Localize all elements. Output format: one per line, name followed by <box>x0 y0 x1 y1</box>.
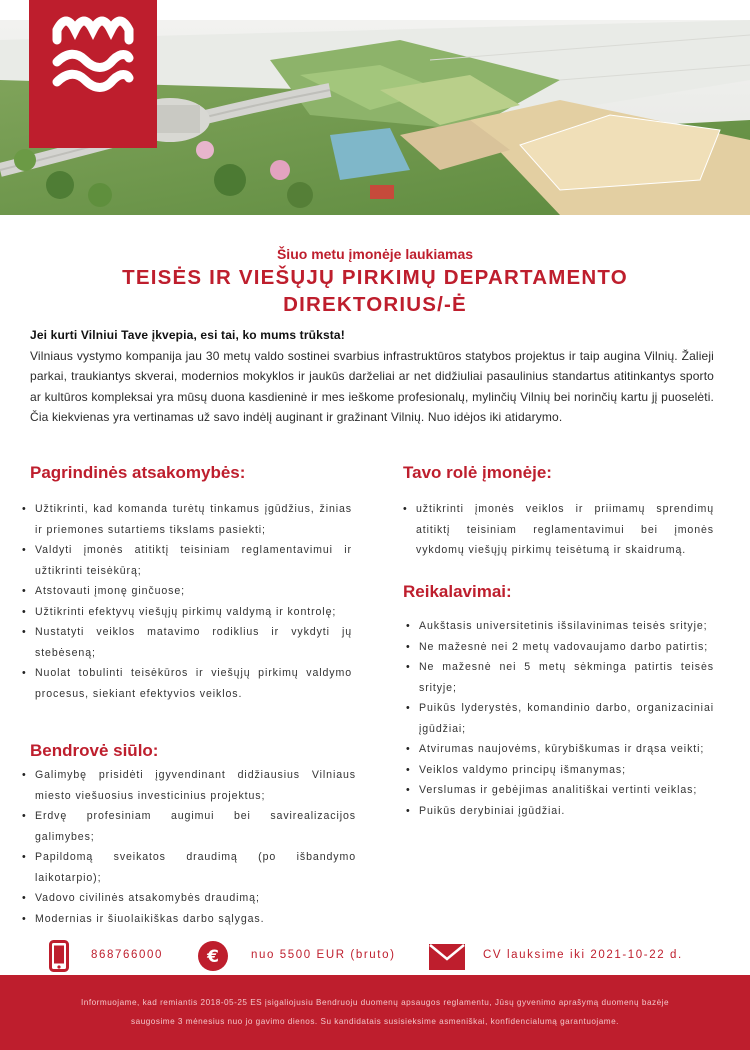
footer-line-1: Informuojame, kad remiantis 2018-05-25 ES įsigaliojusiu Bendruoju duomenų apsaugos reglamentu, Jūsų gyvenimo aprašymą duomenų bazėje <box>80 998 670 1007</box>
role-item: • užtikrinti įmonės veiklos ir priimamų sprendimų atitiktį teisiniam reglamentavimui bei įmonės vykdomų viešųjų pirkimų teisėtumą ir skaidrumą. <box>403 499 714 561</box>
responsibilities-heading: Pagrindinės atsakomybės: <box>30 463 246 482</box>
waves-logo-icon <box>29 0 157 148</box>
offer-item: • Erdvę profesiniam augimui bei savirealizacijos galimybes; <box>22 806 356 847</box>
envelope-icon <box>429 944 465 975</box>
responsibilities-list <box>22 499 352 704</box>
role-heading: Tavo rolė įmonėje: <box>403 463 552 482</box>
intro-lead: Jei kurti Vilniui Tave įkvepia, esi tai, ko mums trūksta! <box>30 328 345 342</box>
page-title <box>40 264 710 318</box>
offer-item: • Galimybę prisidėti įgyvendinant didžiausius Vilniaus miesto viešuosius investicinius projektus; <box>22 765 356 806</box>
phone-icon <box>49 940 69 977</box>
requirement-item: • Puikūs derybiniai įgūdžiai. <box>406 801 714 822</box>
intro-text <box>30 325 714 428</box>
responsibility-item: • Užtikrinti, kad komanda turėtų tinkamus įgūdžius, žinias ir priemones sutartiems tikslams pasiekti; <box>22 499 352 540</box>
offer-item: • Vadovo civilinės atsakomybės draudimą; <box>22 888 356 909</box>
salary-text: nuo 5500 EUR (bruto) <box>251 949 396 961</box>
responsibility-item: • Nustatyti veiklos matavimo rodiklius ir vykdyti jų stebėseną; <box>22 622 352 663</box>
page-subtitle: Šiuo metu įmonėje laukiamas <box>276 246 474 262</box>
phone-number: 868766000 <box>91 949 163 961</box>
requirements-heading: Reikalavimai: <box>403 582 512 601</box>
page-title-line-2: DIREKTORIUS/-Ė <box>283 293 467 316</box>
requirement-item: • Ne mažesnė nei 5 metų sėkminga patirtis teisės srityje; <box>406 657 714 698</box>
offer-item: • Papildomą sveikatos draudimą (po išbandymo laikotarpio); <box>22 847 356 888</box>
offers-list <box>22 765 356 929</box>
company-logo <box>29 0 157 148</box>
svg-text:€: € <box>207 947 219 967</box>
contact-bar <box>0 940 750 974</box>
requirements-list <box>406 616 714 821</box>
requirement-item: • Atvirumas naujovėms, kūrybiškumas ir drąsa veikti; <box>406 739 714 760</box>
requirement-item: • Ne mažesnė nei 2 metų vadovaujamo darbo patirtis; <box>406 637 714 658</box>
offer-item: • Modernias ir šiuolaikiškas darbo sąlygas. <box>22 909 356 930</box>
requirement-item: • Veiklos valdymo principų išmanymas; <box>406 760 714 781</box>
requirement-item: • Puikūs lyderystės, komandinio darbo, organizaciniai įgūdžiai; <box>406 698 714 739</box>
role-list <box>403 499 714 561</box>
footer-line-2: saugosime 3 mėnesius nuo jo gavimo dienos. Su kandidatais susisieksime asmeniškai, konfidencialumą garantuojame. <box>131 1017 619 1026</box>
requirement-item: • Aukštasis universitetinis išsilavinimas teisės srityje; <box>406 616 714 637</box>
responsibility-item: • Nuolat tobulinti teisėkūros ir viešųjų pirkimų valdymo procesus, siekiant efektyvios veiklos. <box>22 663 352 704</box>
deadline-text: CV lauksime iki 2021-10-22 d. <box>483 949 683 961</box>
page-title-line-1: TEISĖS IR VIEŠŲJŲ PIRKIMŲ DEPARTAMENTO <box>122 266 628 289</box>
responsibility-item: • Užtikrinti efektyvų viešųjų pirkimų valdymą ir kontrolę; <box>22 602 352 623</box>
footer-gdpr-notice <box>0 975 750 1050</box>
responsibility-item: • Valdyti įmonės atitiktį teisiniam reglamentavimui ir užtikrinti teisėkūrą; <box>22 540 352 581</box>
euro-icon <box>198 941 228 976</box>
responsibility-item: • Atstovauti įmonę ginčuose; <box>22 581 352 602</box>
offers-heading: Bendrovė siūlo: <box>30 741 159 760</box>
requirement-item: • Verslumas ir gebėjimas analitiškai vertinti veiklas; <box>406 780 714 801</box>
intro-body: Vilniaus vystymo kompanija jau 30 metų valdo sostinei svarbius infrastruktūros statybos projektus ir taip augina Vilnių. Žalieji parkai, traukiantys skverai, modernios mokyklos ir jaukūs darželiai ar net didžiuliai pasaulinius standartus atitinkantys sporto ar kultūros kompleksai yra mūsų duona kasdieninė ir mes ieškome profesionalų, mylinčių Vilnių bei norinčių kartu jį puoselėti. Čia kiekvienas yra vertinamas už savo indėlį auginant ir gražinant Vilnių. Nuo idėjos iki atidarymo. <box>30 348 714 424</box>
